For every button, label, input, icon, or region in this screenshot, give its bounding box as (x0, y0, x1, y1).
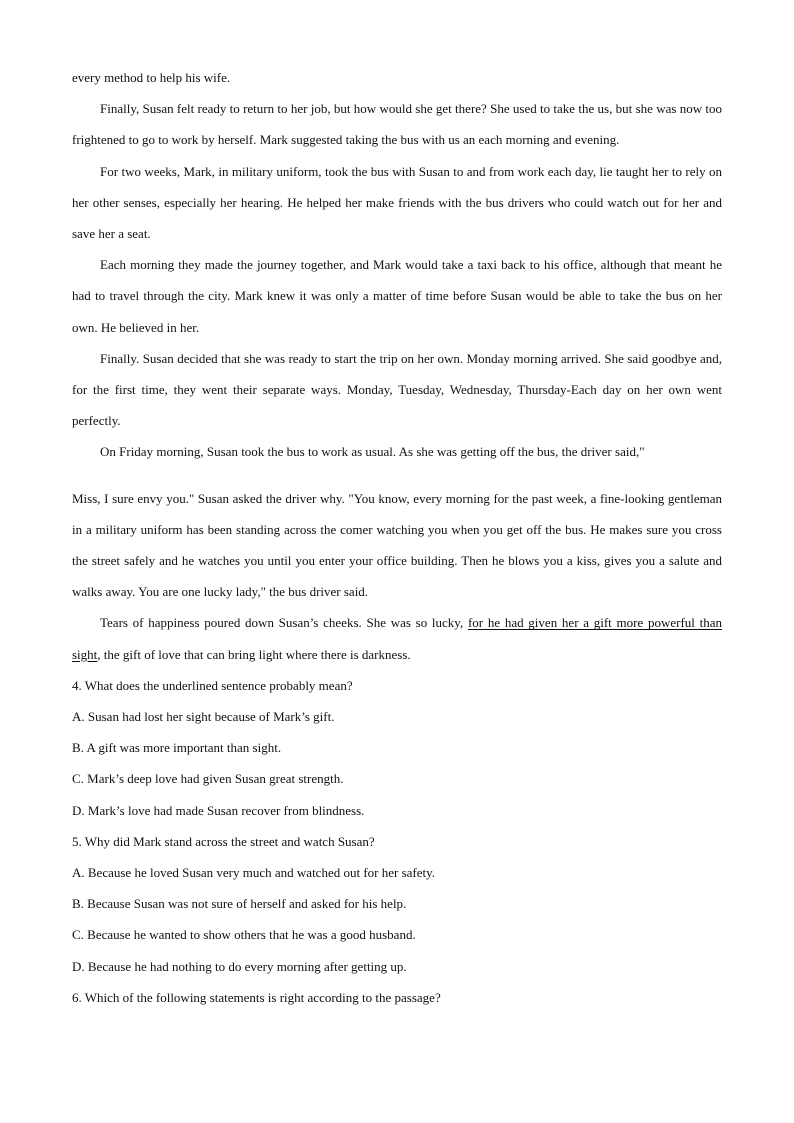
passage-paragraph-3: Each morning they made the journey together, and Mark would take a taxi back to his office, although that meant he had to travel through the city. Mark knew it was only a matter of time before Susan would be able to take the bus on her own. He believed in her. (72, 257, 722, 335)
question-5-option-d: D. Because he had nothing to do every morning after getting up. (72, 958, 407, 974)
question-5-option-c: C. Because he wanted to show others that he was a good husband. (72, 927, 416, 943)
document-page (72, 62, 722, 1013)
paragraph-7-text-before: Tears of happiness poured down Susan’s cheeks. She was so lucky, (100, 615, 468, 631)
passage-paragraph-6: Miss, I sure envy you." Susan asked the driver why. "You know, every morning for the past week, a fine-looking gentleman in a military uniform has been standing across the comer watching you when you get off the bus. He makes sure you cross the street safely and he watches you until you enter your office building. Then he blows you a kiss, gives you a salute and walks away. You are one lucky lady," the bus driver said. (72, 490, 722, 600)
question-6 (72, 982, 722, 1013)
passage-paragraph-4: Finally. Susan decided that she was ready to start the trip on her own. Monday morning arrived. She said goodbye and, for the first time, they went their separate ways. Monday, Tuesday, Wednesday, Thursday-Each day on her own went perfectly. (72, 350, 722, 429)
question-5 (72, 826, 722, 982)
question-5-option-a: A. Because he loved Susan very much and watched out for her safety. (72, 865, 436, 881)
question-6-stem: 6. Which of the following statements is right according to the passage? (72, 989, 441, 1005)
question-4-option-c: C. Mark’s deep love had given Susan great strength. (72, 771, 344, 787)
passage-paragraph-0: every method to help his wife. (72, 70, 231, 85)
underlined-sentence: for he had given her a gift more powerful than sight (72, 615, 722, 662)
question-4-stem: 4. What does the underlined sentence probably mean? (72, 677, 353, 693)
passage-paragraph-1: Finally, Susan felt ready to return to her job, but how would she get there? She used to take the us, but she was now too frightened to go to work by herself. Mark suggested taking the bus with us an each morning and evening. (72, 101, 722, 148)
question-4-option-b: B. A gift was more important than sight. (72, 740, 282, 756)
question-4-option-d: D. Mark’s love had made Susan recover from blindness. (72, 802, 365, 818)
passage-paragraph-7 (72, 607, 722, 669)
passage-paragraph-5: On Friday morning, Susan took the bus to work as usual. As she was getting off the bus, the driver said," (100, 444, 645, 460)
question-4-option-a: A. Susan had lost her sight because of Mark’s gift. (72, 709, 335, 725)
question-4 (72, 670, 722, 826)
question-5-stem: 5. Why did Mark stand across the street and watch Susan? (72, 833, 375, 849)
paragraph-7-text-after: , the gift of love that can bring light where there is darkness. (97, 646, 411, 662)
question-5-option-b: B. Because Susan was not sure of herself and asked for his help. (72, 896, 407, 912)
passage-paragraph-2: For two weeks, Mark, in military uniform, took the bus with Susan to and from work each day, lie taught her to rely on her other senses, especially her hearing. He helped her make friends with the bus drivers who could watch out for her and save her a seat. (72, 163, 722, 242)
